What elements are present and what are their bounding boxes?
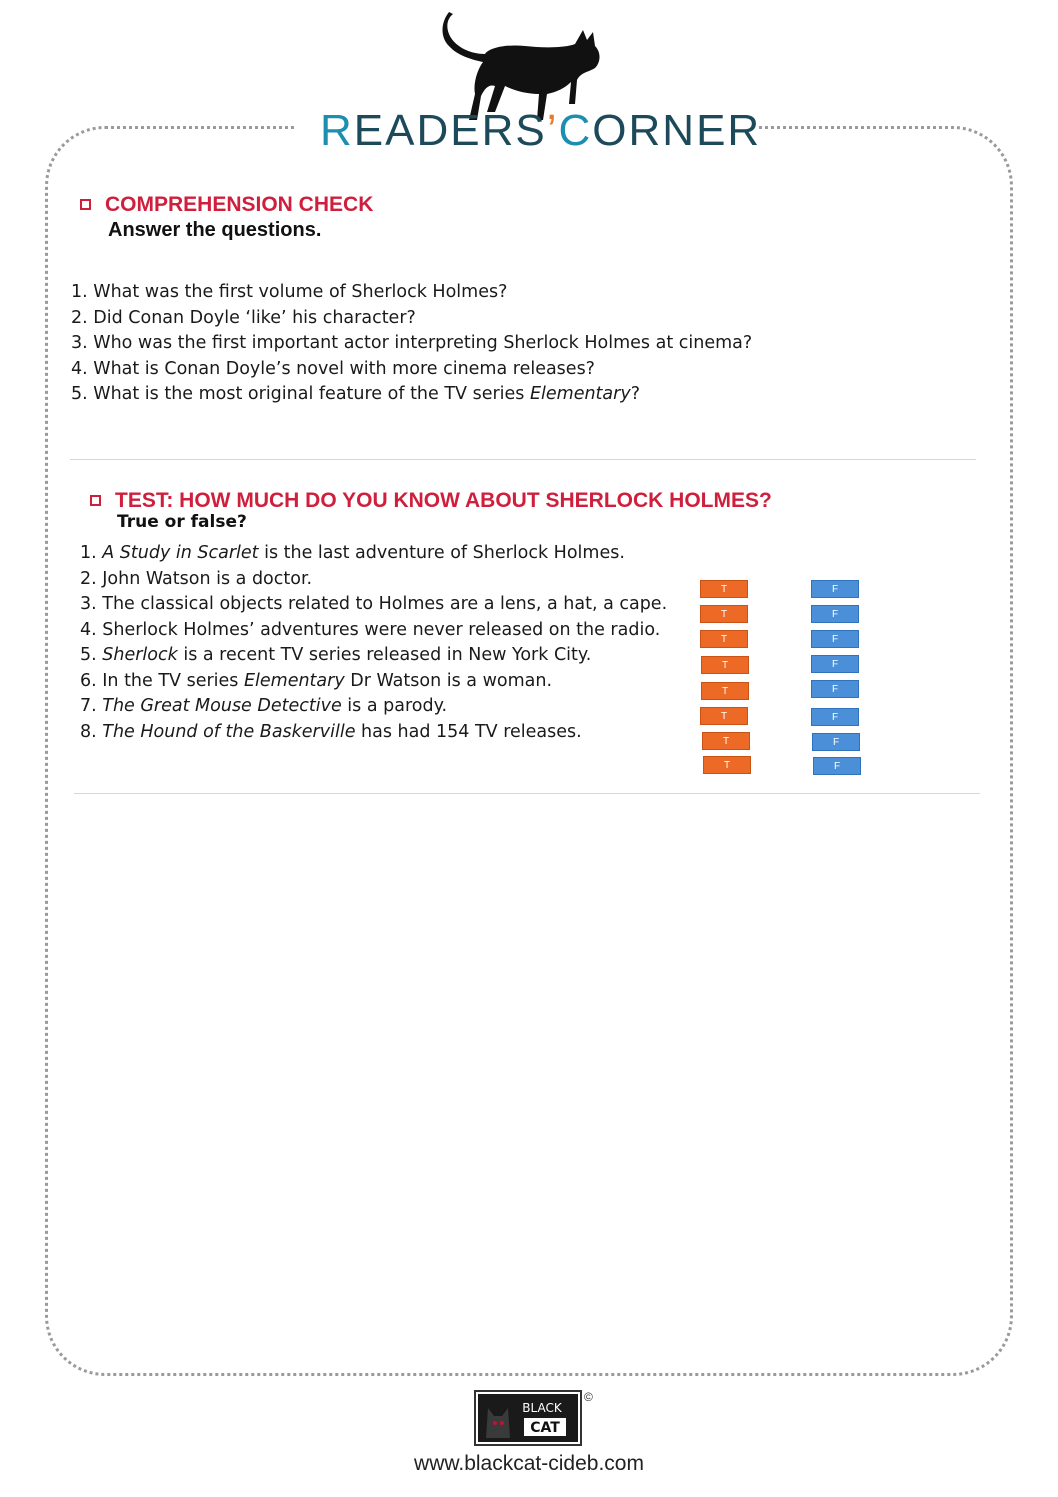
item-text: is a parody. [341,696,448,716]
comprehension-question [71,280,752,306]
italic-title-text: Sherlock [102,645,178,665]
comprehension-instruction: Answer the questions. [108,219,322,241]
italic-title-text: Elementary [243,670,345,691]
brand-letter-r: R [320,106,354,155]
item-text: 5. [80,645,103,665]
logo-text-cat: CAT [530,1420,560,1436]
test-heading [90,489,772,513]
false-button[interactable]: F [813,757,861,775]
item-text: 7. [80,696,103,716]
item-text: is the last adventure of Sherlock Holmes. [258,543,625,563]
test-statement [80,720,667,746]
true-button[interactable]: T [700,707,748,725]
true-button[interactable]: T [700,630,748,648]
false-button[interactable]: F [811,708,859,726]
checkbox-icon [80,199,91,210]
brand-title [320,106,762,158]
test-statement-list [80,541,667,745]
true-button[interactable]: T [703,756,751,774]
item-text: 6. In the TV series [80,670,244,691]
true-button[interactable]: T [701,682,749,700]
false-button[interactable]: F [812,733,860,751]
brand-letter-c: C [558,106,593,155]
test-statement [80,694,667,720]
comprehension-question [71,306,752,332]
true-button[interactable]: T [701,656,749,674]
brand-word-orner: ORNER [592,106,762,155]
test-statement [80,643,667,669]
italic-title-text: The Hound of the Baskerville [102,721,356,742]
test-statement [80,618,667,644]
item-text: Dr Watson is a woman. [344,670,553,691]
test-statement [80,541,667,567]
comprehension-question-list [71,280,752,408]
item-text: 2. Did Conan Doyle ‘like’ his character? [71,307,416,328]
test-statement [80,592,667,618]
comprehension-title: COMPREHENSION CHECK [105,193,374,216]
false-button[interactable]: F [811,630,859,648]
false-button[interactable]: F [811,680,859,698]
comprehension-heading [80,193,373,217]
checkbox-icon [90,495,101,506]
brand-apostrophe: ’ [546,106,559,155]
false-button[interactable]: F [811,605,859,623]
item-text: 5. What is the most original feature of the TV series [71,384,530,404]
item-text: 2. John Watson is a doctor. [80,568,313,589]
item-text: 8. [80,721,103,742]
true-button[interactable]: T [702,732,750,750]
test-instruction: True or false? [117,512,247,532]
footer-url[interactable]: www.blackcat-cideb.com [414,1452,644,1475]
divider [70,459,976,460]
test-statement [80,567,667,593]
comprehension-question [71,357,752,383]
false-button[interactable]: F [811,655,859,673]
false-button[interactable]: F [811,580,859,598]
test-title: TEST: HOW MUCH DO YOU KNOW ABOUT SHERLOCK HOLMES? [115,489,772,512]
item-text: 1. What was the first volume of Sherlock Holmes? [71,282,508,302]
italic-title-text: Elementary [529,384,631,404]
comprehension-question [71,331,752,357]
italic-title-text: The Great Mouse Detective [102,696,342,716]
divider [74,793,980,794]
item-text: 1. [80,543,103,563]
copyright-symbol: © [584,1390,593,1404]
true-button[interactable]: T [700,605,748,623]
item-text: 4. What is Conan Doyle’s novel with more cinema releases? [71,358,595,379]
item-text: is a recent TV series released in New York City. [177,645,592,665]
blackcat-logo-icon [474,1390,582,1446]
item-text: 3. Who was the first important actor interpreting Sherlock Holmes at cinema? [71,333,753,353]
brand-word-eaders: EADERS [353,106,547,155]
item-text: ? [630,384,640,404]
item-text: 3. The classical objects related to Holmes are a lens, a hat, a cape. [80,594,668,614]
comprehension-question [71,382,752,408]
logo-text-black: BLACK [522,1401,562,1415]
item-text: has had 154 TV releases. [355,721,582,742]
true-button[interactable]: T [700,580,748,598]
italic-title-text: A Study in Scarlet [102,543,259,563]
test-statement [80,669,667,695]
item-text: 4. Sherlock Holmes’ adventures were never released on the radio. [80,619,661,640]
